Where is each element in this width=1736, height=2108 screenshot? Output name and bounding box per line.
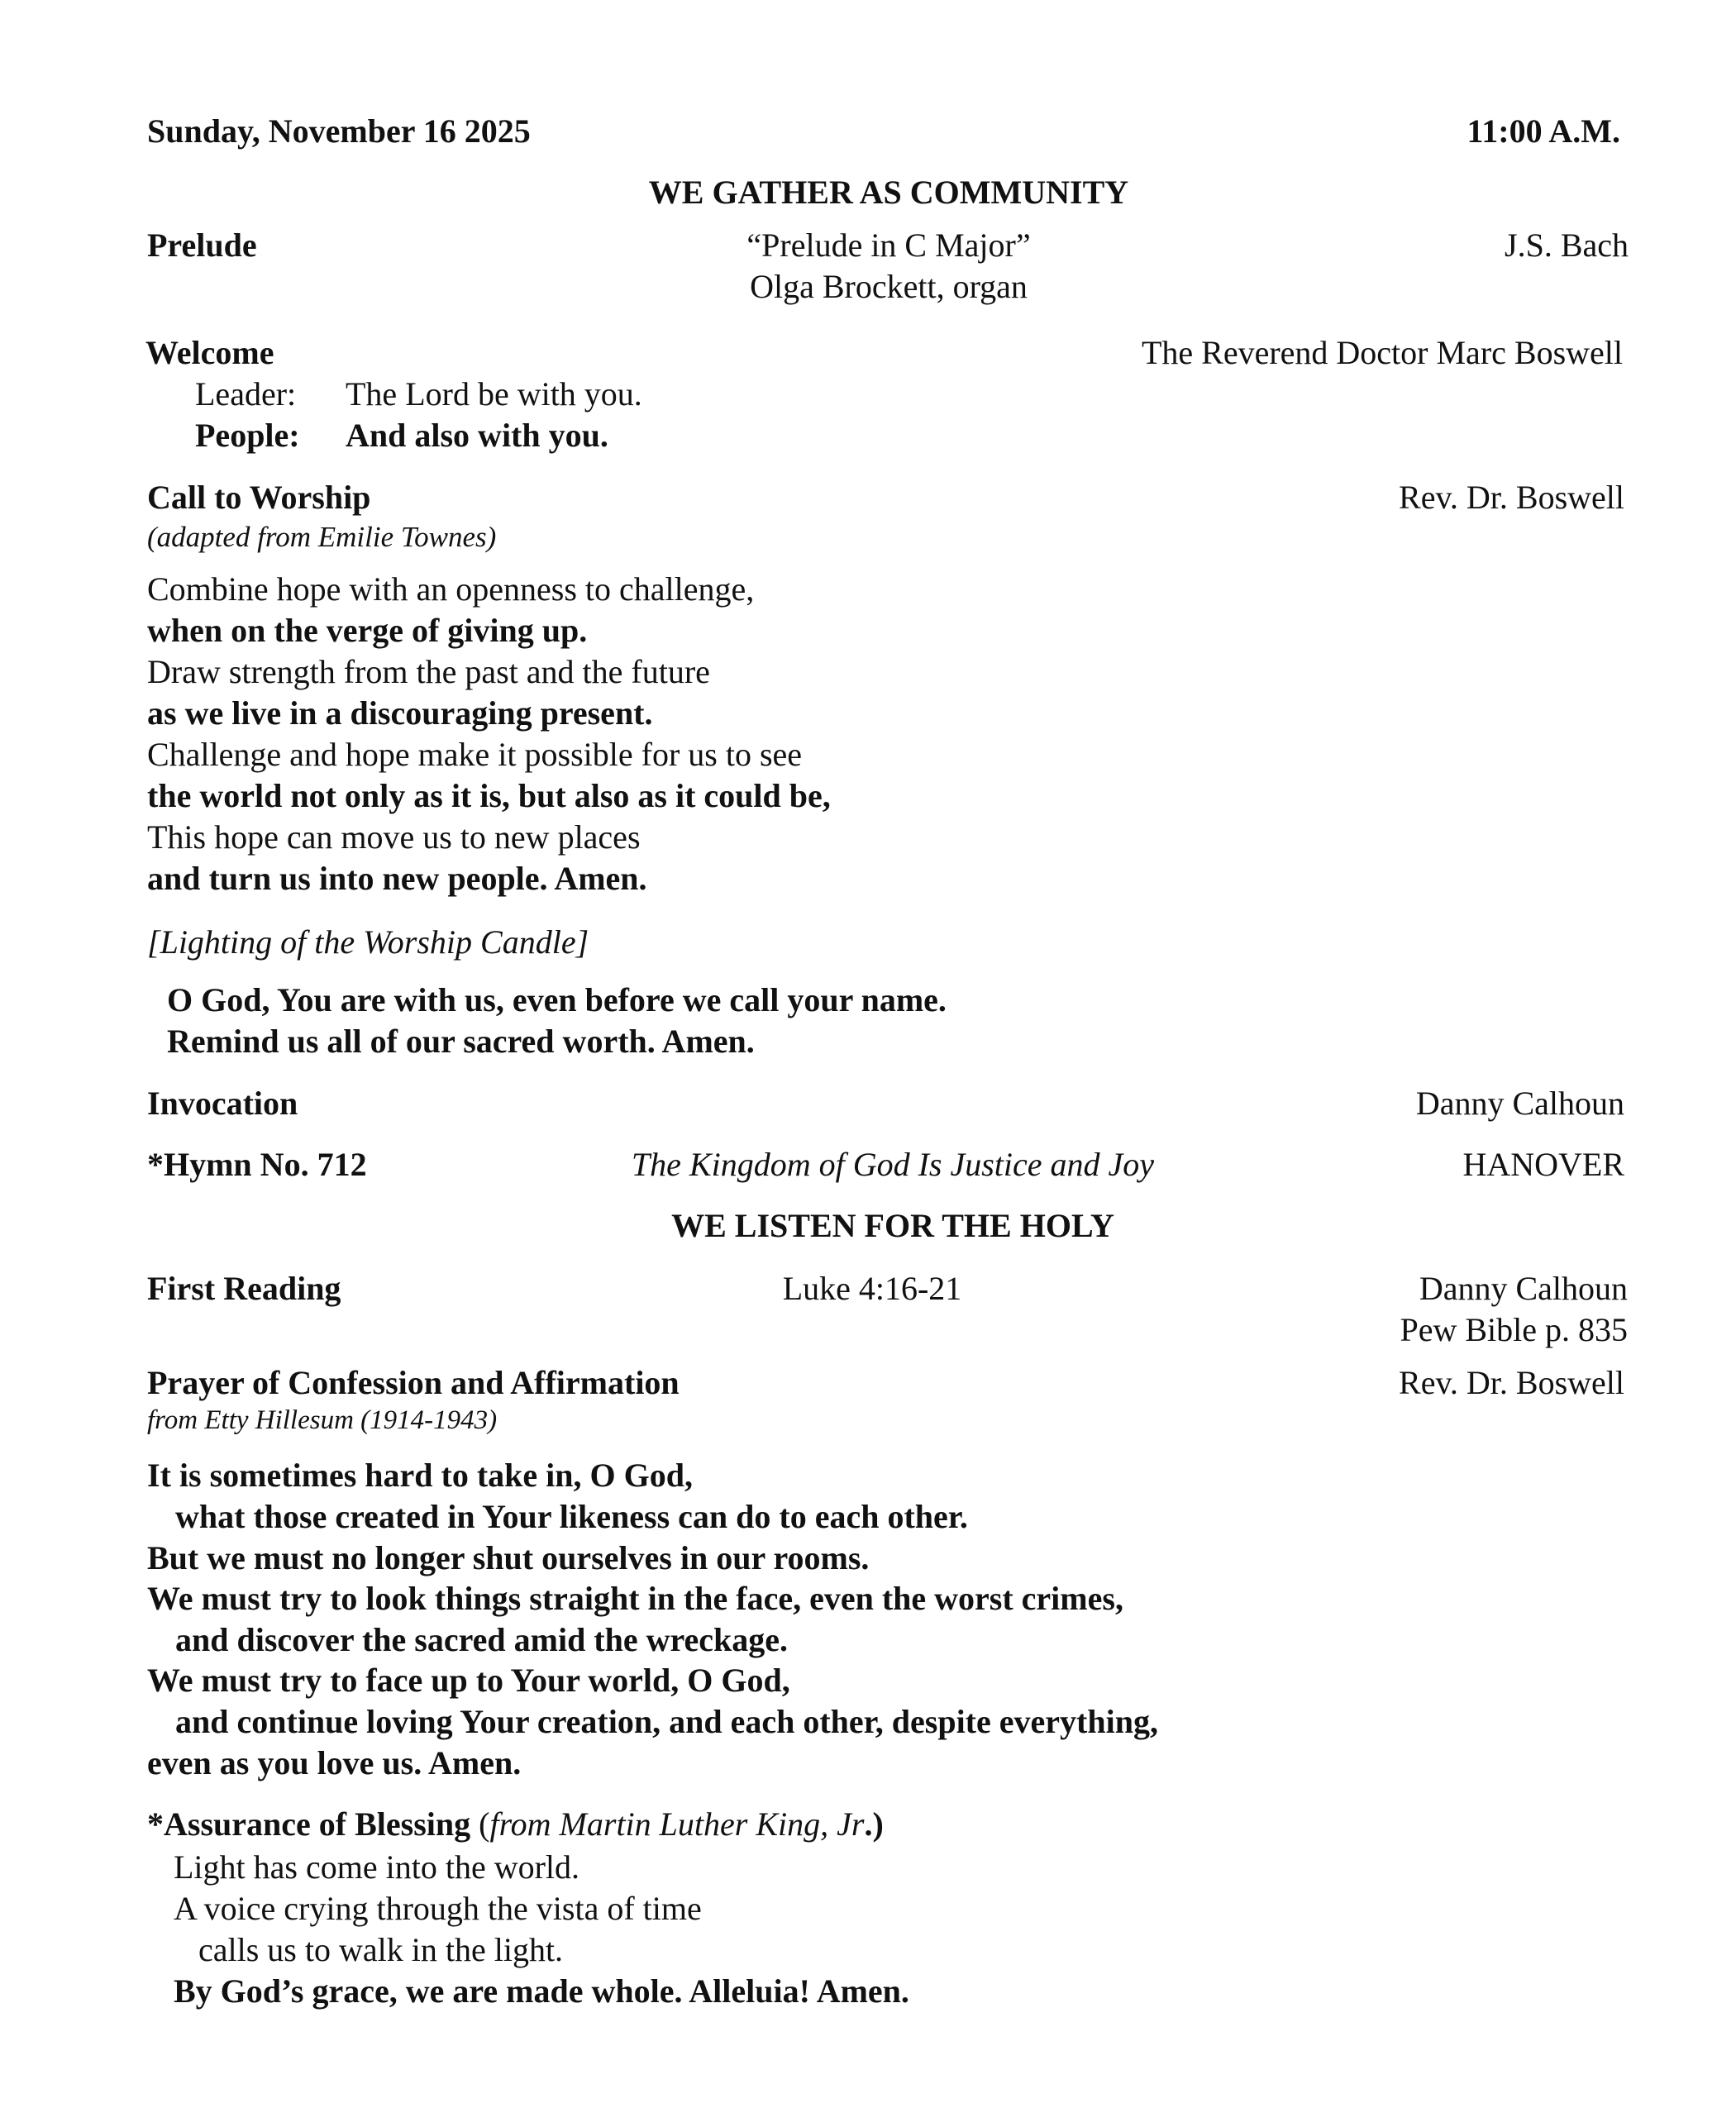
invocation-label: Invocation	[147, 1085, 298, 1122]
call-to-worship-leader: Rev. Dr. Boswell	[1399, 479, 1624, 516]
candle-line: O God, You are with us, even before we call your name.	[167, 981, 947, 1018]
assurance-source: from Martin Luther King, Jr	[489, 1805, 865, 1843]
call-to-worship-label: Call to Worship	[147, 479, 371, 516]
call-line: This hope can move us to new places	[147, 818, 641, 856]
confession-line: what those created in Your likeness can do to each other.	[175, 1498, 968, 1535]
confession-line: We must try to look things straight in the face, even the worst crimes,	[147, 1580, 1123, 1617]
confession-line: and continue loving Your creation, and each other, despite everything,	[175, 1703, 1158, 1740]
call-to-worship-source: (adapted from Emilie Townes)	[147, 521, 497, 553]
assurance-line: calls us to walk in the light.	[198, 1931, 564, 1968]
call-line: Challenge and hope make it possible for us to see	[147, 736, 803, 773]
prelude-title: “Prelude in C Major”	[746, 227, 1031, 264]
hymn-title: The Kingdom of God Is Justice and Joy	[631, 1146, 1155, 1183]
candle-line: Remind us all of our sacred worth. Amen.	[167, 1023, 755, 1060]
assurance-line: Light has come into the world.	[174, 1848, 580, 1886]
call-line: when on the verge of giving up.	[147, 612, 588, 649]
assurance-source-open: (	[479, 1805, 490, 1843]
first-reading-label: First Reading	[147, 1270, 341, 1307]
confession-line: even as you love us. Amen.	[147, 1744, 522, 1781]
call-line: the world not only as it is, but also as it could be,	[147, 777, 831, 814]
section-heading-listen: WE LISTEN FOR THE HOLY	[671, 1207, 1114, 1244]
hymn-tune: HANOVER	[1462, 1146, 1624, 1183]
first-reading-page: Pew Bible p. 835	[1400, 1311, 1628, 1348]
call-line: and turn us into new people. Amen.	[147, 860, 647, 897]
leader-role: Leader:	[195, 375, 297, 413]
leader-response: The Lord be with you.	[346, 375, 642, 413]
people-response: And also with you.	[346, 417, 608, 454]
call-line: as we live in a discouraging present.	[147, 694, 653, 732]
confession-leader: Rev. Dr. Boswell	[1399, 1364, 1624, 1401]
section-heading-gather: WE GATHER AS COMMUNITY	[648, 174, 1129, 211]
confession-line: It is sometimes hard to take in, O God,	[147, 1457, 693, 1494]
confession-source: from Etty Hillesum (1914-1943)	[147, 1405, 498, 1435]
service-time: 11:00 A.M.	[1467, 112, 1620, 150]
service-date: Sunday, November 16 2025	[147, 112, 531, 150]
assurance-source-close: .)	[864, 1805, 884, 1843]
call-line: Draw strength from the past and the future	[147, 653, 710, 690]
candle-rubric: [Lighting of the Worship Candle]	[147, 923, 589, 961]
assurance-line: By God’s grace, we are made whole. Alleluia! Amen.	[174, 1972, 909, 2010]
confession-line: But we must no longer shut ourselves in our rooms.	[147, 1539, 870, 1576]
first-reading-reader: Danny Calhoun	[1419, 1270, 1628, 1307]
welcome-leader: The Reverend Doctor Marc Boswell	[1141, 334, 1623, 371]
welcome-label: Welcome	[145, 334, 274, 371]
assurance-label: *Assurance of Blessing	[147, 1805, 471, 1843]
first-reading-passage: Luke 4:16-21	[782, 1270, 962, 1307]
hymn-label: *Hymn No. 712	[147, 1146, 367, 1183]
prelude-performer: Olga Brockett, organ	[750, 268, 1028, 305]
confession-line: and discover the sacred amid the wreckage.	[175, 1621, 789, 1658]
prelude-label: Prelude	[147, 227, 257, 264]
confession-label: Prayer of Confession and Affirmation	[147, 1364, 680, 1401]
prelude-composer: J.S. Bach	[1505, 227, 1629, 264]
people-role: People:	[195, 417, 300, 454]
invocation-leader: Danny Calhoun	[1415, 1085, 1624, 1122]
call-line: Combine hope with an openness to challenge,	[147, 570, 755, 608]
assurance-heading	[147, 1805, 884, 1843]
assurance-line: A voice crying through the vista of time	[174, 1890, 702, 1927]
confession-line: We must try to face up to Your world, O God,	[147, 1662, 790, 1699]
